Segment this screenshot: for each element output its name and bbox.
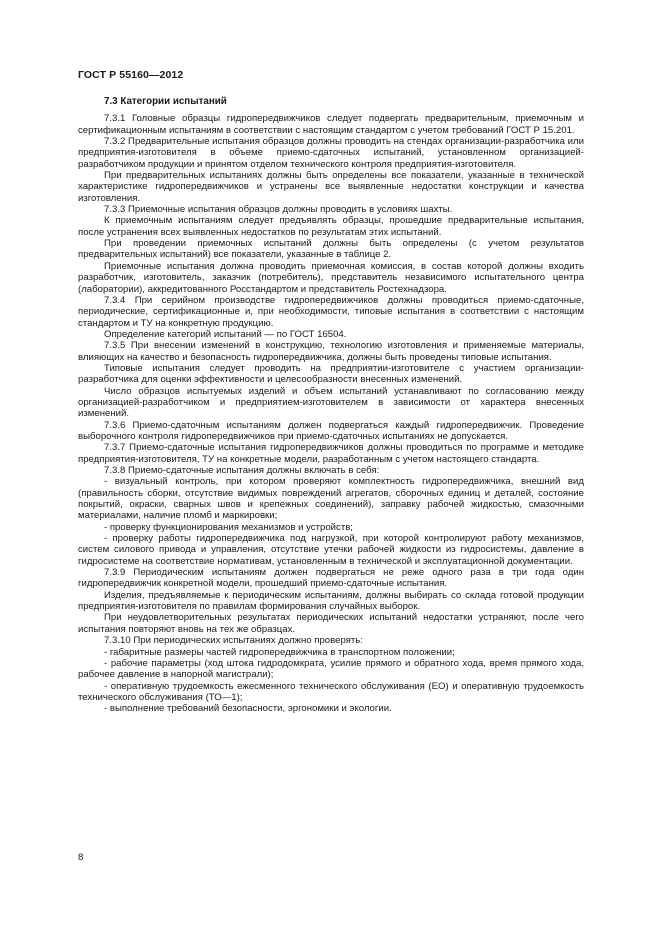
list-item: - габаритные размеры частей гидропередвижчика в транспортном положении;	[104, 646, 455, 658]
paragraph-7-3-5: 7.3.5 При внесении изменений в конструкцию, технологию изготовления и применяемые материалы, влияющих на качество и безопасность гидропередвижчика, должны быть проведены типовые испытания.	[78, 340, 584, 363]
paragraph: Число образцов испытуемых изделий и объем испытаний устанавливают по согласованию между организацией-разработчиком и предприятием-изготовителем в зависимости от характера внесенных изменений.	[78, 385, 584, 420]
paragraph-7-3-2: 7.3.2 Предварительные испытания образцов должны проводить на стендах организации-разработчика или предприятия-изготовителя в объеме приемо-сдаточных испытаний, установленном организацией-разработчиком продукции и принятом отделом технического контроля предприятия-изготовителя.	[78, 136, 584, 170]
paragraph: При проведении приемочных испытаний должны быть определены (с учетом результатов предварительных испытаний) все показатели, указанные в таблице 2.	[78, 238, 584, 261]
section-title: 7.3 Категории испытаний	[104, 96, 227, 107]
paragraph-7-3-9: 7.3.9 Периодическим испытаниям должен подвергаться не реже одного раза в три года один гидропередвижчик конкретной модели, прошедший приемо-сдаточные испытания.	[78, 567, 584, 590]
standard-id-header: ГОСТ Р 55160—2012	[78, 69, 184, 81]
paragraph-7-3-8: 7.3.8 Приемо-сдаточные испытания должны включать в себя:	[104, 465, 380, 476]
list-item: - рабочие параметры (ход штока гидродомкрата, усилие прямого и обратного хода, время прямого хода, рабочее давление в напорной магистрали);	[78, 657, 584, 681]
page-number: 8	[78, 852, 84, 863]
paragraph-7-3-1: 7.3.1 Головные образцы гидропередвижчиков следует подвергать предварительным, приемочным и сертификационным испытаниям в соответствии с настоящим стандартом с учетом требований ГОСТ Р 15.201.	[78, 113, 584, 136]
list-item: - проверку работы гидропередвижчика под нагрузкой, при которой контролируют работу механизмов, систем силового привода и управления, отсутствие утечки рабочей жидкости из гидросистемы, давление в гидросистеме на соответствие нормативам, установленным в технической и эксплуатационной документации.	[78, 533, 584, 567]
paragraph-7-3-4: 7.3.4 При серийном производстве гидропередвижчиков должны проводиться приемо-сдаточные, периодические, сертификационные и, при необходимости, типовые испытания в соответствии с настоящим стандартом и ТУ на конкретную продукцию.	[78, 294, 584, 329]
section-body	[78, 96, 584, 715]
paragraph: Приемочные испытания должна проводить приемочная комиссия, в состав которой должны входить разработчик, изготовитель, заказчик (потребитель), представитель независимого испытательного центра (лаборатории), аккредитованного Росстандартом и представитель Ростехнадзора.	[78, 260, 584, 295]
list-item: - проверку функционирования механизмов и устройств;	[104, 521, 353, 533]
paragraph-7-3-6: 7.3.6 Приемо-сдаточным испытаниям должен подвергаться каждый гидропередвижчик. Проведение выборочного контроля гидропередвижчиков при приемо-сдаточных испытаниях не допускается.	[78, 419, 584, 442]
paragraph-7-3-3: 7.3.3 Приемочные испытания образцов должны проводить в условиях шахты.	[104, 204, 453, 216]
list-item: - выполнение требований безопасности, эргономики и экологии.	[104, 703, 392, 715]
paragraph: При неудовлетворительных результатах периодических испытаний недостатки устраняют, после чего испытания повторяют вновь на тех же образцах.	[78, 612, 584, 635]
paragraph: Определение категорий испытаний — по ГОСТ 16504.	[104, 328, 347, 340]
list-item: - визуальный контроль, при котором проверяют комплектность гидропередвижчика, внешний вид (правильность сборки, отсутствие видимых повреждений агрегатов, сборочных единиц и деталей, состояние покрытий, окраски, сварных швов и крепежных соединений), заправку рабочей жидкостью, смазочными материалами, наличие пломб и маркировки;	[78, 476, 584, 522]
paragraph: Изделия, предъявляемые к периодическим испытаниям, должны выбирать со склада готовой продукции предприятия-изготовителя по правилам формирования случайных выборок.	[78, 589, 584, 613]
list-item: - оперативную трудоемкость ежесменного технического обслуживания (ЕО) и оперативную трудоемкость технического обслуживания (ТО—1);	[78, 680, 584, 703]
paragraph: Типовые испытания следует проводить на предприятии-изготовителе с участием организации-разработчика для оценки эффективности и целесообразности внесенных изменений.	[78, 362, 584, 386]
paragraph-7-3-7: 7.3.7 Приемо-сдаточные испытания гидропередвижчиков должны проводиться по программе и методике предприятия-изготовителя, ТУ на конкретные модели, разработанным с учетом настоящего стандарта.	[78, 442, 584, 465]
paragraph: При предварительных испытаниях должны быть определены все показатели, указанные в технической характеристике гидропередвижчиков и устранены все выявленные недостатки конструкции и качества изготовления.	[78, 170, 584, 204]
paragraph-7-3-10: 7.3.10 При периодических испытаниях должно проверять:	[104, 635, 363, 647]
paragraph: К приемочным испытаниям следует предъявлять образцы, прошедшие предварительные испытания, после устранения всех выявленных недостатков по результатам этих испытаний.	[78, 215, 584, 238]
